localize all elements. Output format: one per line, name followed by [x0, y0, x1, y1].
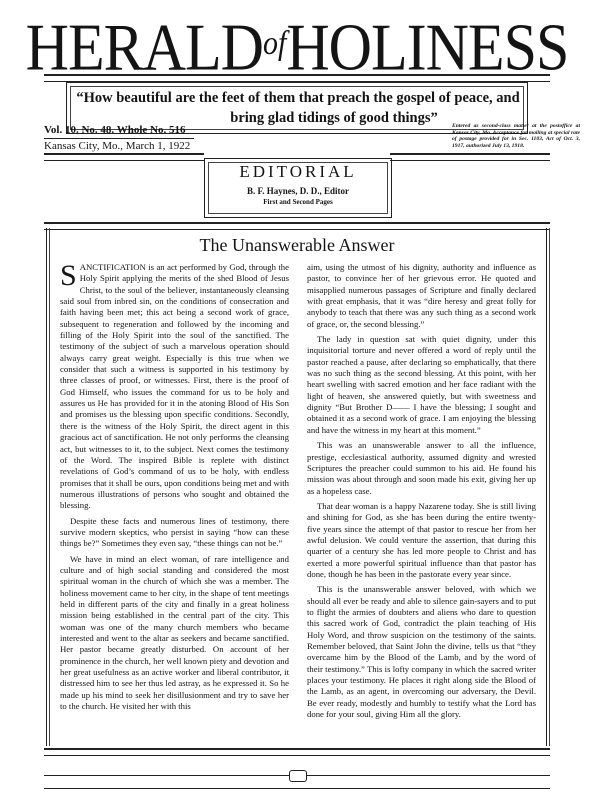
article-headline: The Unanswerable Answer	[199, 235, 395, 255]
motto-line-1: “How beautiful are the feet of them that preach the gospel of peace, and	[76, 90, 520, 106]
article-top-rule	[44, 222, 550, 230]
volume-number: Vol. 10. No. 48. Whole No. 516	[44, 124, 186, 136]
right-border	[546, 228, 547, 746]
paragraph: That dear woman is a happy Nazarene today. She is still living and shining for God, as she has been during the entire twenty-five years since the attempt of that pastor to rescue her from her awful delusion. We could venture the assertion, that during this quarter of a century she has led more people to Christ and has exerted a more powerful spiritual influence than that pastor has done, though he has been in the pastorate every year since.	[307, 500, 536, 579]
paragraph: We have in mind an elect woman, of rare intelligence and culture and of high social standing and considered the most spiritual woman in the church of which she was a member. The holiness movement came to her city, in the shape of tent meetings held in different parts of the city and finally in a great holiness mission being established in the central part of the city. This woman was one of the many church members who became interested and went to the altar as seekers and became sanctified. Her pastor became greatly disturbed. On account of her prominence in the church, her well known piety and devotion and her great usefulness as an active worker and liberal contributor, it distressed him to see her thus led astray, as he expressed it. So he made up his mind to seek her disillusionment and try to save her to the church. He visited her with this	[60, 553, 289, 712]
paragraph: This is the unanswerable answer beloved, with which we should all ever be ready and able to silence gain-sayers and to put to flight the armies of doubters and aliens who dare to question this sacred work of God, contradict the plain teaching of His Holy Word, and throw suspicion on the testimony of the saints. Remember beloved, that Saint John the divine, tells us that “they overcame him by the Blood of the Lamb, and by the word of their testimony.” This is lofty company in which the sacred writer places your testimony. He places it right along side the Blood of the Lamb, as an agent, in overcoming our adversary, the Devil. Be ever ready, modestly and humbly to testify what the Lord has done for your soul, giving Him all the glory.	[307, 584, 536, 720]
paragraph: aim, using the utmost of his dignity, authority and influence as pastor, to convince her of her grievous error. He quoted and misapplied numerous passages of Scripture and finally declared with great emphasis, that it was “dire heresy and great folly for anybody to teach that there was any such thing as a second work of grace, or, the second blessing.”	[307, 262, 536, 329]
masthead-herald: HERALD	[25, 10, 263, 85]
paragraph-text: ANCTIFICATION is an act performed by God, through the Holy Spirit applying the merits of the shed Blood of Jesus Christ, to the soul of the believer, instantaneously cleansing said soul from inbred sin, on the conditions of consecration and faith having been met; this act being a second work of grace, subsequent to regeneration and followed by the incoming and filling of the Holy Spirit into the soul of the sanctified. The testimony of the subject of such a marvelous operation should always carry great weight. Especially is this true when we consider that such a witness is supported in his testimony by three classes of proof, or witnesses. First, there is the proof of God Himself, who issues the command for us to be holy and assures us He has provided for it in the atoning Blood of His Son and promises us the blessing upon specific conditions. Secondly, there is the witness of the Holy Spirit, the direct agent in this gracious act of sanctification. He not only performs the cleansing act, but witnesses to it, to the subject. Next comes the testimony of the Word. The inspired Bible is replete with distinct revelations of God’s command of us to be holy, with endless promises that it shall be ours, upon conditions being met and with numerous illustrations of persons who sought and obtained the blessing.	[60, 262, 289, 511]
article-bottom-rule	[44, 748, 550, 756]
article-column-left	[60, 259, 289, 716]
dateline-rule	[44, 138, 194, 139]
drop-cap: S	[60, 259, 77, 292]
masthead-rule	[44, 74, 550, 82]
footer-rule-lower	[44, 788, 550, 789]
right-section-rule	[390, 153, 550, 161]
masthead	[0, 8, 594, 83]
postal-entry-notice: Entered as second-class matter at the postoffice at Kansas City, Mo. Acceptance for mailing at special rate of postage provided for in Sec. 1103, Act of Oct. 3, 1917, authorized July 13, 1918.	[452, 123, 580, 149]
article-column-right	[307, 262, 536, 724]
editorial-title: EDITORIAL	[239, 162, 357, 181]
left-border	[46, 228, 47, 746]
paragraph: The lady in question sat with quiet dignity, under this inquisitorial torture and never offered a word of reply until the pastor reached a pause, after declaring so emphatically, that there was no such thing as the second blessing. At this point, with her heart swelling with sacred emotion and her face radiant with the light of heaven, she answered quietly, but with sweetness and dignity “But Brother D—— I have the blessing; I sought and obtained it as a second work of grace. I am enjoying the blessing and have the witness in my heart at this moment.”	[307, 334, 536, 435]
footer-ornament-knot	[289, 770, 307, 782]
editorial-pages-note: First and Second Pages	[263, 198, 333, 206]
paragraph	[60, 259, 289, 512]
motto-line-2: bring glad tidings of good things”	[200, 110, 468, 127]
footer-ornament	[44, 770, 550, 782]
paragraph: Despite these facts and numerous lines of testimony, there survive modern skeptics, who persist in saying “how can these things be?” Sometimes they even say, “these things can not be.”	[60, 515, 289, 549]
editor-name: B. F. Haynes, D. D., Editor	[247, 186, 349, 196]
issue-dateline: Kansas City, Mo., March 1, 1922	[44, 140, 191, 152]
masthead-of: of	[262, 24, 287, 62]
paragraph: This was an unanswerable answer to all the influence, prestige, ecclesiastical authority, assumed dignity and wrested Scriptures the preacher could summon to his aid. He found his mission was about through and soon made his exit, giving her up as a hopeless case.	[307, 440, 536, 496]
left-section-rule	[44, 153, 204, 161]
masthead-holiness: HOLINESS	[286, 10, 569, 85]
